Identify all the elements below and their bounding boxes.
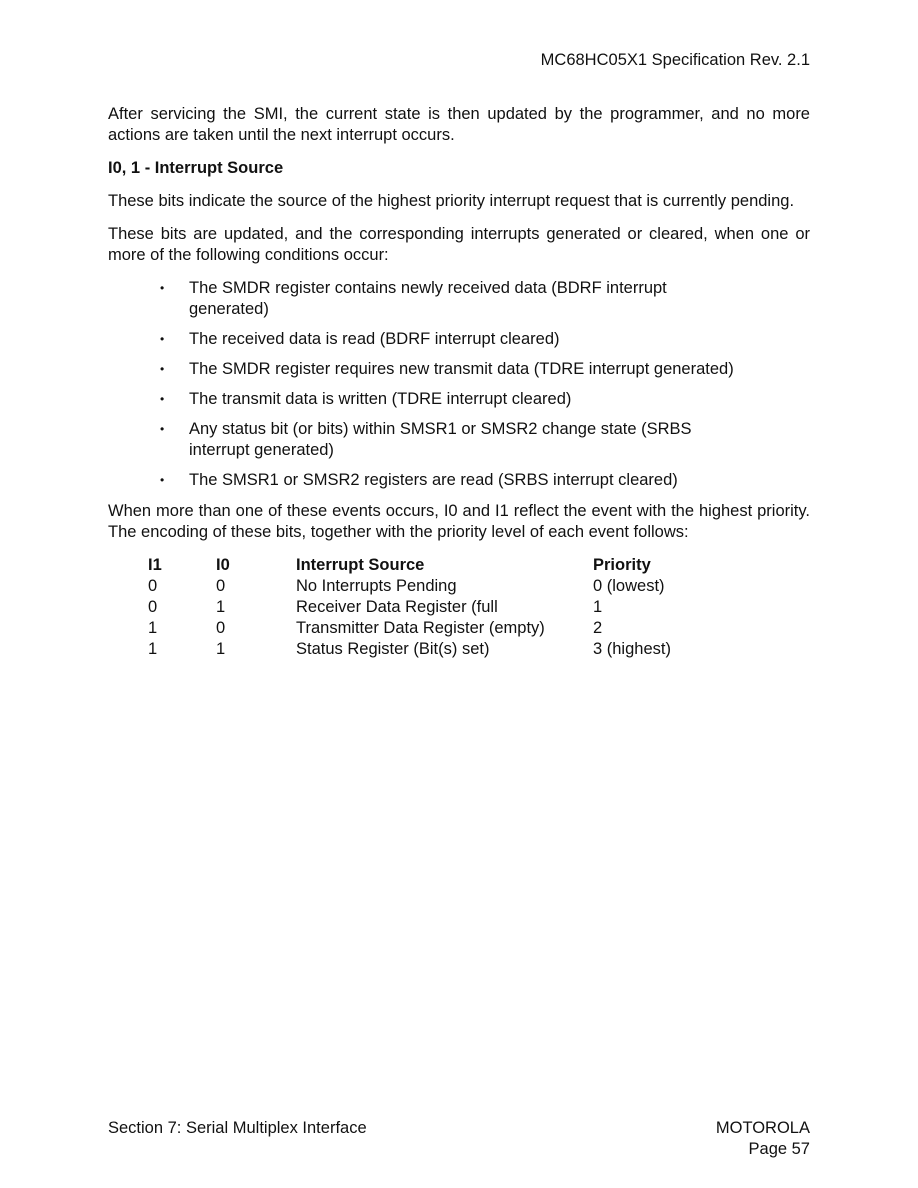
cell-priority: 0 (lowest) <box>593 577 665 595</box>
conditions-list <box>108 278 810 491</box>
list-item <box>160 470 749 491</box>
list-item-text: The SMDR register requires new transmit data (TDRE interrupt generated) <box>189 360 734 378</box>
bullet-marker: • <box>160 392 165 406</box>
list-item <box>160 329 749 350</box>
column-header-i1: I1 <box>148 556 162 574</box>
cell-source: Receiver Data Register (full <box>296 598 498 616</box>
cell-i1: 0 <box>148 598 158 616</box>
bullet-marker: • <box>160 422 165 436</box>
list-item <box>160 359 749 380</box>
footer-company: MOTOROLA <box>715 1119 810 1137</box>
table-row <box>148 618 713 639</box>
section-heading: I0, 1 - Interrupt Source <box>108 159 284 177</box>
interrupt-encoding-table <box>148 555 713 660</box>
column-header-priority: Priority <box>593 556 651 574</box>
cell-i1: 1 <box>148 640 158 658</box>
bullet-marker: • <box>160 332 165 346</box>
cell-i0: 0 <box>216 577 226 595</box>
cell-priority: 2 <box>593 619 603 637</box>
list-item-text: The SMDR register contains newly received data (BDRF interrupt generated) <box>189 279 667 318</box>
cell-priority: 1 <box>593 598 603 616</box>
paragraph-smi-service: After servicing the SMI, the current state is then updated by the programmer, and no more actions are taken until the next interrupt occurs. <box>108 105 810 144</box>
cell-i0: 1 <box>216 598 226 616</box>
cell-i0: 0 <box>216 619 226 637</box>
footer-page-number: Page 57 <box>748 1140 810 1158</box>
table-header-row <box>148 555 713 576</box>
cell-priority: 3 (highest) <box>593 640 671 658</box>
cell-i1: 0 <box>148 577 158 595</box>
list-item-text: Any status bit (or bits) within SMSR1 or SMSR2 change state (SRBS interrupt generated) <box>189 420 692 459</box>
page-content <box>108 104 810 660</box>
running-header: MC68HC05X1 Specification Rev. 2.1 <box>540 51 810 69</box>
cell-source: Status Register (Bit(s) set) <box>296 640 490 658</box>
column-header-source: Interrupt Source <box>296 556 425 574</box>
bullet-marker: • <box>160 281 165 295</box>
table-row <box>148 576 713 597</box>
paragraph-priority-encoding: When more than one of these events occurs, I0 and I1 reflect the event with the highest priority. The encoding of these bits, together with the priority level of each event follows: <box>108 502 810 541</box>
paragraph-source-bits: These bits indicate the source of the highest priority interrupt request that is currently pending. <box>108 192 795 210</box>
table-row <box>148 639 713 660</box>
list-item <box>160 278 749 320</box>
footer-section-label: Section 7: Serial Multiplex Interface <box>108 1119 367 1137</box>
list-item <box>160 389 749 410</box>
paragraph-update-conditions: These bits are updated, and the corresponding interrupts generated or cleared, when one or more of the following conditions occur: <box>108 225 810 264</box>
bullet-marker: • <box>160 473 165 487</box>
cell-i0: 1 <box>216 640 226 658</box>
column-header-i0: I0 <box>216 556 230 574</box>
footer-right <box>716 1118 810 1160</box>
cell-i1: 1 <box>148 619 158 637</box>
table-row <box>148 597 713 618</box>
list-item-text: The received data is read (BDRF interrupt cleared) <box>189 330 560 348</box>
cell-source: No Interrupts Pending <box>296 577 457 595</box>
list-item <box>160 419 749 461</box>
list-item-text: The transmit data is written (TDRE interrupt cleared) <box>189 390 572 408</box>
cell-source: Transmitter Data Register (empty) <box>296 619 545 637</box>
bullet-marker: • <box>160 362 165 376</box>
list-item-text: The SMSR1 or SMSR2 registers are read (SRBS interrupt cleared) <box>189 471 678 489</box>
